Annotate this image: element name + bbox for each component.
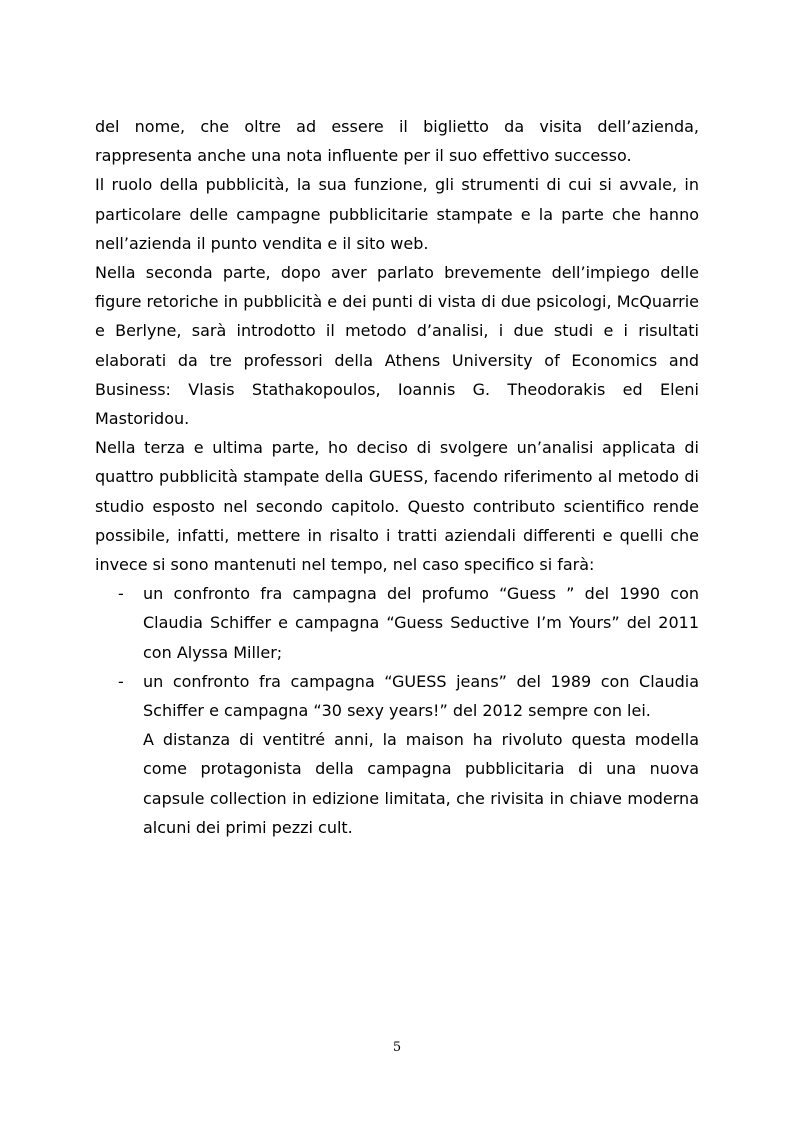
comparison-list	[95, 579, 699, 725]
list-item-text: un confronto fra campagna “GUESS jeans” del 1989 con Claudia Schiffer e campagna “30 sexy years!” del 2012 sempre con lei.	[143, 671, 699, 721]
bullet-dash: -	[118, 671, 124, 691]
page-body	[95, 112, 699, 842]
list-item	[95, 579, 699, 667]
bullet-dash: -	[118, 584, 124, 604]
paragraph-second-part: Nella seconda parte, dopo aver parlato brevemente dell’impiego delle figure retoriche in pubblicità e dei punti di vista di due psicologi, McQuarrie e Berlyne, sarà introdotto il metodo d’analisi, i due studi e i risultati elaborati da tre professori della Athens University of Economics and Business: Vlasis Stathakopoulos, Ioannis G. Theodorakis ed Eleni Mastoridou.	[95, 263, 699, 429]
page-number: 5	[392, 1040, 402, 1055]
paragraph-third-part: Nella terza e ultima parte, ho deciso di svolgere un’analisi applicata di quattro pubblicità stampate della GUESS, facendo riferimento al metodo di studio esposto nel secondo capitolo. Questo contributo scientifico rende possibile, infatti, mettere in risalto i tratti aziendali differenti e quelli che invece si sono mantenuti nel tempo, nel caso specifico si farà:	[95, 438, 699, 575]
list-item	[95, 667, 699, 725]
paragraph-advertising-role: Il ruolo della pubblicità, la sua funzione, gli strumenti di cui si avvale, in particolare delle campagne pubblicitarie stampate e la parte che hanno nell’azienda il punto vendita e il sito web.	[95, 175, 699, 253]
paragraph-intro-continuation: del nome, che oltre ad essere il biglietto da visita dell’azienda, rappresenta anche una nota influente per il suo effettivo successo.	[95, 117, 699, 166]
paragraph-maison-note: A distanza di ventitré anni, la maison ha rivoluto questa modella come protagonista della campagna pubblicitaria di una nuova capsule collection in edizione limitata, che rivisita in chiave moderna alcuni dei primi pezzi cult.	[143, 730, 699, 837]
list-item-text: un confronto fra campagna del profumo “Guess ” del 1990 con Claudia Schiffer e campagna “Guess Seductive I’m Yours” del 2011 con Alyssa Miller;	[143, 584, 699, 662]
